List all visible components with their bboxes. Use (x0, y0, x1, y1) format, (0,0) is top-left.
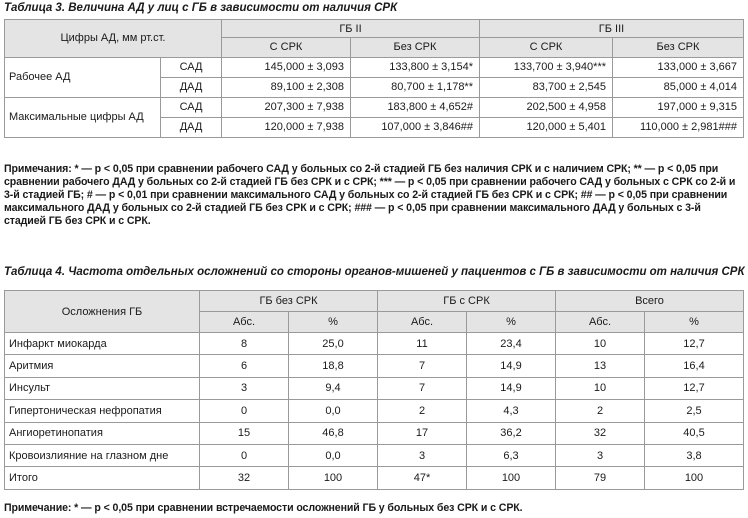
table3-group-label: Максимальные цифры АД (9, 110, 144, 123)
table-row (5, 467, 744, 489)
table4-cell: 6 (200, 355, 289, 377)
table4-cell: 2 (556, 400, 645, 422)
table4-row-label: Итого (5, 467, 200, 489)
table3-cell: 183,800 ± 4,652# (351, 97, 480, 117)
table4-header-label: Осложнения ГБ (5, 291, 200, 333)
table-row (5, 377, 744, 399)
table4-subheader: % (645, 312, 744, 333)
table3-note: Примечания: * — р < 0,05 при сравнении рабочего САД у больных со 2-й стадией ГБ без наличия СРК и с наличием СРК; ** — р < 0,05 при сравнении рабочего ДАД у больных со 2-й стадией ГБ без СРК и с СРК; *** — р < 0,05 при сравнении рабочего САД у больных с СРК со 2-й и 3-й стадией ГБ; # — р < 0,01 при сравнении максимального САД у больных со 2-й стадией ГБ без СРК и с СРК; ## — р < 0,05 при сравнении максимального ДАД у больных со 2-й стадией ГБ без СРК и с СРК; ### — р < 0,05 при сравнении максимального ДАД у больных с 3-й стадией ГБ без СРК и с СРК. (4, 163, 736, 227)
table4-cell: 14,9 (467, 377, 556, 399)
table4-cell: 36,2 (467, 422, 556, 444)
table3-group-label: Рабочее АД (9, 71, 71, 83)
table4-cell: 3,8 (645, 444, 744, 466)
table4-caption: Таблица 4. Частота отдельных осложнений со стороны органов-мишеней у пациентов с ГБ в зависимости от наличия СРК (4, 266, 745, 278)
table4-cell: 23,4 (467, 333, 556, 355)
table4-cell: 6,3 (467, 444, 556, 466)
table4-cell: 10 (556, 333, 645, 355)
table4-cell: 2 (378, 400, 467, 422)
table3-type-label: ДАД (179, 81, 203, 93)
table3-cell: 133,700 ± 3,940*** (480, 57, 613, 77)
table4-cell: 32 (200, 467, 289, 489)
table3-cell: 120,000 ± 7,938 (222, 117, 351, 137)
table3-subheader: С СРК (222, 38, 351, 58)
table3-subheader: Без СРК (351, 38, 480, 58)
table3-cell: 145,000 ± 3,093 (222, 57, 351, 77)
table3-row-group (5, 97, 222, 137)
table3-type-label: САД (161, 58, 221, 78)
table4-cell: 7 (378, 377, 467, 399)
table3-cell: 207,300 ± 7,938 (222, 97, 351, 117)
table4-row-label: Кровоизлияние на глазном дне (5, 444, 200, 466)
table4-cell: 8 (200, 333, 289, 355)
table4-cell: 40,5 (645, 422, 744, 444)
table-row (5, 333, 744, 355)
table3-cell: 110,000 ± 2,981### (613, 117, 744, 137)
table4-subheader: % (467, 312, 556, 333)
table3 (4, 19, 744, 138)
table4-cell: 7 (378, 355, 467, 377)
table3-header-label: Цифры АД, мм рт.ст. (5, 20, 222, 58)
table3-subheader: Без СРК (613, 38, 744, 58)
table3-cell: 83,700 ± 2,545 (480, 77, 613, 97)
table4-cell: 0,0 (289, 400, 378, 422)
table4-cell: 12,7 (645, 377, 744, 399)
table4-row-label: Аритмия (5, 355, 200, 377)
table4-cell: 18,8 (289, 355, 378, 377)
table4-cell: 0 (200, 400, 289, 422)
table-row (5, 355, 744, 377)
table3-cell: 80,700 ± 1,178** (351, 77, 480, 97)
table4-cell: 14,9 (467, 355, 556, 377)
table3-group-gb2: ГБ II (222, 20, 480, 38)
table3-cell: 120,000 ± 5,401 (480, 117, 613, 137)
table4-row-label: Ангиоретинопатия (5, 422, 200, 444)
table4-group: ГБ с СРК (378, 291, 556, 312)
table4-cell: 12,7 (645, 333, 744, 355)
table4-cell: 47* (378, 467, 467, 489)
table4-cell: 10 (556, 377, 645, 399)
table4-cell: 100 (645, 467, 744, 489)
table-row (5, 57, 744, 77)
table4-cell: 3 (556, 444, 645, 466)
table3-group-gb3: ГБ III (480, 20, 744, 38)
table3-subheader: С СРК (480, 38, 613, 58)
table3-cell: 85,000 ± 4,014 (613, 77, 744, 97)
table4-cell: 0 (200, 444, 289, 466)
table4-cell: 25,0 (289, 333, 378, 355)
table3-type-label: ДАД (179, 121, 203, 133)
table4-cell: 17 (378, 422, 467, 444)
table-row (5, 444, 744, 466)
table4-subheader: Абс. (378, 312, 467, 333)
table-row (5, 400, 744, 422)
table3-cell: 89,100 ± 2,308 (222, 77, 351, 97)
table3-type-label: САД (161, 98, 221, 118)
table4-row-label: Инсульт (5, 377, 200, 399)
table4-cell: 15 (200, 422, 289, 444)
table4 (4, 290, 744, 490)
table4-cell: 11 (378, 333, 467, 355)
table3-cell: 133,800 ± 3,154* (351, 57, 480, 77)
table3-caption: Таблица 3. Величина АД у лиц с ГБ в зависимости от наличия СРК (4, 2, 398, 14)
table4-cell: 79 (556, 467, 645, 489)
table4-cell: 46,8 (289, 422, 378, 444)
table3-cell: 133,000 ± 3,667 (613, 57, 744, 77)
table3-row-group (5, 57, 222, 97)
table3-cell: 107,000 ± 3,846## (351, 117, 480, 137)
table4-row-label: Гипертоническая нефропатия (5, 400, 200, 422)
table4-row-label: Инфаркт миокарда (5, 333, 200, 355)
table4-group: ГБ без СРК (200, 291, 378, 312)
table-row (5, 97, 744, 117)
table4-subheader: Абс. (200, 312, 289, 333)
table4-cell: 100 (467, 467, 556, 489)
table4-group: Всего (556, 291, 744, 312)
table4-cell: 0,0 (289, 444, 378, 466)
table3-cell: 202,500 ± 4,958 (480, 97, 613, 117)
table4-note: Примечание: * — р < 0,05 при сравнении встречаемости осложнений ГБ у больных без СРК и с СРК. (4, 502, 523, 514)
table4-subheader: Абс. (556, 312, 645, 333)
table-row (5, 422, 744, 444)
table4-cell: 13 (556, 355, 645, 377)
table3-cell: 197,000 ± 9,315 (613, 97, 744, 117)
table4-subheader: % (289, 312, 378, 333)
table4-cell: 3 (378, 444, 467, 466)
table4-cell: 16,4 (645, 355, 744, 377)
table4-cell: 32 (556, 422, 645, 444)
table4-cell: 9,4 (289, 377, 378, 399)
table4-cell: 4,3 (467, 400, 556, 422)
table4-cell: 100 (289, 467, 378, 489)
table4-cell: 2,5 (645, 400, 744, 422)
table4-cell: 3 (200, 377, 289, 399)
